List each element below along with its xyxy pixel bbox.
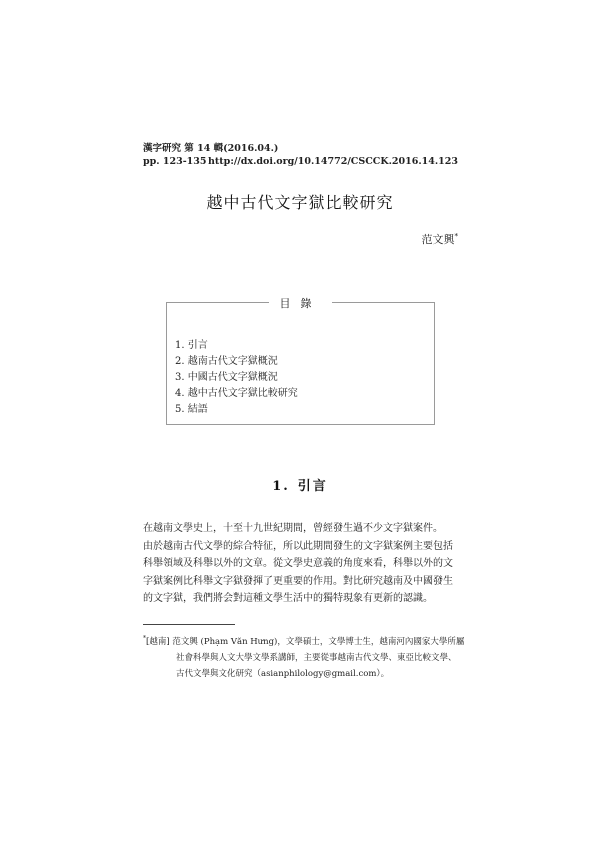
author-footnote-mark: * <box>454 232 458 241</box>
footnote-line: 古代文學與文化研究（asianphilology@gmail.com）。 <box>176 668 390 679</box>
section-heading <box>0 475 600 494</box>
footnote <box>143 631 463 682</box>
toc-item: 3. 中國古代文字獄概況 <box>175 372 278 383</box>
body-paragraph <box>143 520 458 608</box>
section-title: 引言 <box>297 479 328 494</box>
page-range: pp. 123-135 <box>143 156 207 167</box>
toc-item: 5. 結語 <box>175 404 208 415</box>
body-line: 由於越南古代文學的綜合特征，所以此期間發生的文字獄案例主要包括 <box>143 540 453 552</box>
body-line: 科舉領域及科舉以外的文章。從文學史意義的角度來看，科舉以外的文 <box>143 558 453 569</box>
body-line: 的文字獄，我們將会對這種文學生活中的獨特現象有更新的認識。 <box>143 593 433 604</box>
footnote-line <box>143 631 463 650</box>
footnote-mark: * <box>143 635 146 642</box>
footnote-text: [越南] 范文興 (Phạm Văn Hưng)，文學碩士，文學博士生，越南河內國家大學所屬 <box>146 636 465 647</box>
toc-item: 4. 越中古代文字獄比較研究 <box>175 388 298 399</box>
table-of-contents <box>166 297 435 425</box>
journal-name: 漢字研究 第 14 輯(2016.04.) <box>143 143 279 154</box>
body-line: 字獄案例比科舉文字獄發揮了更重要的作用。對比研究越南及中國發生 <box>143 575 453 587</box>
toc-item: 1. 引言 <box>175 340 208 351</box>
toc-heading: 目錄 <box>279 297 322 310</box>
body-line: 在越南文學史上，十至十九世紀期間，曾經發生過不少文字獄案件。 <box>143 523 443 534</box>
toc-item: 2. 越南古代文字獄概況 <box>175 356 278 367</box>
doi-link[interactable]: http://dx.doi.org/10.14772/CSCCK.2016.14.123 <box>208 156 458 167</box>
footnote-divider <box>143 624 235 625</box>
author <box>422 231 459 247</box>
author-name: 范文興 <box>421 233 455 246</box>
paper-title: 越中古代文字獄比較研究 <box>206 193 394 212</box>
toc-list <box>175 338 298 418</box>
footnote-line: 社會科學與人文大學文學系講師，主要從事越南古代文學、東亞比較文學、 <box>176 652 457 663</box>
section-number: 1. <box>272 479 290 494</box>
